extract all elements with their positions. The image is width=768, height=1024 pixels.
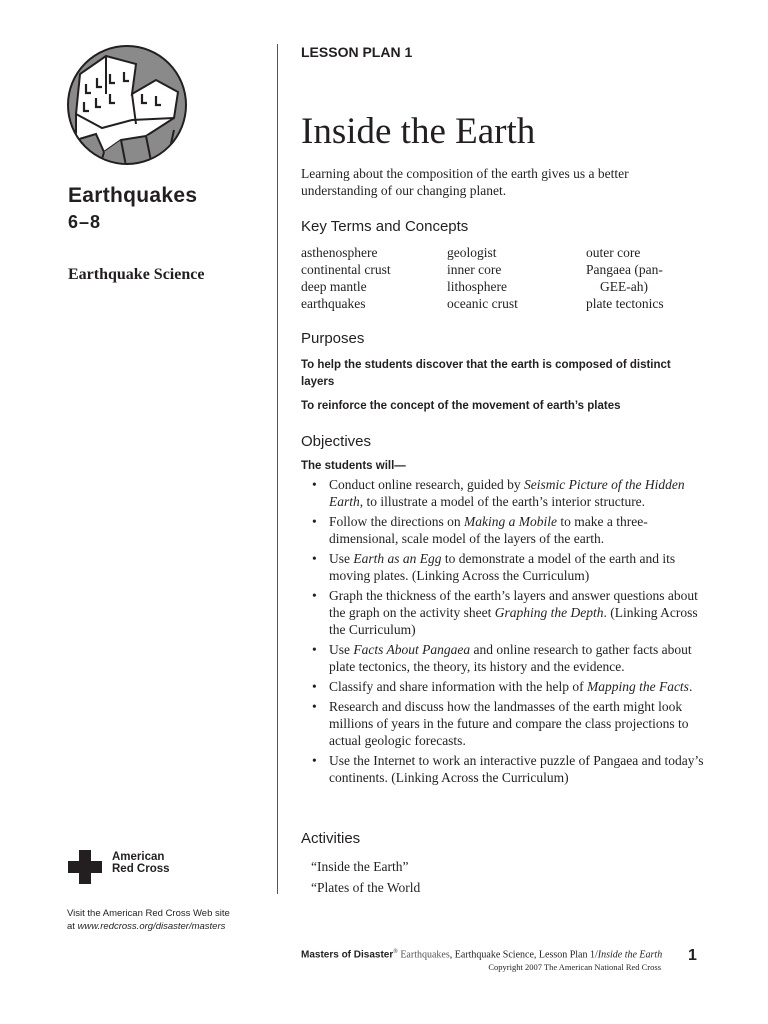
- site-note-line2: [67, 920, 230, 933]
- list-item: asthenosphere: [301, 245, 378, 260]
- objective-activity-title: Facts About Pangaea: [353, 642, 471, 657]
- list-item: inner core: [447, 262, 502, 277]
- objective-item: [301, 698, 711, 749]
- objective-text: , to illustrate a model of the earth’s interior structure.: [359, 494, 646, 509]
- objective-text: Conduct online research, guided by: [329, 477, 524, 492]
- objective-activity-title: Seismic Picture of the Hidden Earth: [329, 477, 685, 509]
- site-note-line1: Visit the American Red Cross Web site: [67, 908, 230, 919]
- list-item: GEE-ah): [600, 279, 648, 294]
- purposes-heading: Purposes: [301, 330, 365, 347]
- key-terms-column-3: [586, 244, 664, 312]
- page-title: Inside the Earth: [301, 111, 536, 152]
- objective-text: Research and discuss how the landmasses of the earth might look millions of years in the future and compare the class projections to actual geologic forecasts.: [329, 699, 689, 748]
- key-terms-column-2: [447, 244, 518, 312]
- objective-item: [301, 513, 711, 547]
- column-divider: [277, 44, 278, 894]
- objective-activity-title: Earth as an Egg: [353, 551, 442, 566]
- objectives-heading: Objectives: [301, 433, 372, 450]
- purpose-item: To help the students discover that the earth is composed of distinct layers: [301, 359, 671, 388]
- org-name: [112, 851, 170, 875]
- list-item: oceanic crust: [447, 296, 518, 311]
- list-item: “Plates of the World: [311, 880, 421, 895]
- unit-name: Earthquake Science: [68, 266, 205, 283]
- objective-text: . (Linking Across the Curriculum): [329, 605, 698, 637]
- objective-item: [301, 476, 711, 510]
- key-terms-column-1: [301, 244, 391, 312]
- site-url-link[interactable]: www.redcross.org/disaster/masters: [77, 921, 226, 932]
- series-title: Earthquakes: [68, 184, 198, 207]
- objective-item: [301, 641, 711, 675]
- list-item: outer core: [586, 245, 641, 260]
- list-item: continental crust: [301, 262, 391, 277]
- key-terms-heading: Key Terms and Concepts: [301, 218, 469, 235]
- objectives-lead: The students will—: [301, 460, 406, 472]
- site-note: [67, 907, 230, 933]
- activities-heading: Activities: [301, 830, 361, 847]
- footer-brand: Masters of Disaster: [301, 949, 394, 961]
- org-name-line2: Red Cross: [112, 863, 170, 875]
- red-cross-icon: [68, 850, 102, 884]
- objective-item: [301, 752, 711, 786]
- lesson-label: LESSON PLAN 1: [301, 44, 413, 60]
- list-item: lithosphere: [447, 279, 507, 294]
- earthquake-buildings-icon: [66, 44, 188, 166]
- objective-text: to make a three-dimensional, scale model of the layers of the earth.: [329, 514, 648, 546]
- intro-paragraph: Learning about the composition of the earth gives us a better understanding of our changing planet.: [301, 166, 629, 198]
- copyright: Copyright 2007 The American National Red Cross: [488, 962, 661, 973]
- list-item: Pangaea (pan-: [586, 262, 663, 277]
- activities-list: [301, 856, 420, 898]
- org-name-line1: American: [112, 851, 165, 863]
- objective-text: to demonstrate a model of the earth and its moving plates. (Linking Across the Curriculum): [329, 551, 676, 583]
- site-note-prefix: at: [67, 921, 78, 932]
- objective-text: Classify and share information with the help of: [329, 679, 587, 694]
- objective-text: Graph the thickness of the earth’s layers and answer questions about the graph on the activity sheet: [329, 588, 698, 620]
- objective-text: Follow the directions on: [329, 514, 464, 529]
- objective-item: [301, 587, 711, 638]
- objective-text: and online research to gather facts about plate tectonics, the theory, its history and the evidence.: [329, 642, 692, 674]
- list-item: earthquakes: [301, 296, 366, 311]
- objective-text: Use: [329, 642, 354, 657]
- footer-rest: , Earthquake Science, Lesson Plan 1/: [449, 949, 598, 961]
- series-grade: 6–8: [68, 212, 102, 232]
- objective-activity-title: Making a Mobile: [464, 514, 557, 529]
- sidebar: [0, 0, 278, 1024]
- objective-activity-title: Mapping the Facts: [586, 679, 689, 694]
- objective-item: [301, 550, 711, 584]
- footer-reg-mark: ®: [393, 949, 398, 955]
- objective-activity-title: Graphing the Depth: [494, 605, 604, 620]
- objective-text: .: [688, 679, 693, 694]
- objective-text: Use: [329, 551, 354, 566]
- purpose-item: To reinforce the concept of the movement of earth’s plates: [301, 400, 621, 412]
- page-footer: [301, 949, 661, 972]
- list-item: deep mantle: [301, 279, 367, 294]
- list-item: geologist: [447, 245, 497, 260]
- footer-series: Earthquakes: [397, 949, 450, 961]
- footer-citation: [301, 949, 661, 960]
- footer-title: Inside the Earth: [597, 949, 663, 961]
- objective-text: Use the Internet to work an interactive puzzle of Pangaea and today’s continents. (Linking Across the Curriculum): [329, 753, 704, 785]
- objective-item: [301, 678, 711, 695]
- objectives-list: [301, 476, 711, 789]
- page-number: 1: [688, 947, 697, 964]
- list-item: plate tectonics: [586, 296, 664, 311]
- list-item: “Inside the Earth”: [311, 859, 409, 874]
